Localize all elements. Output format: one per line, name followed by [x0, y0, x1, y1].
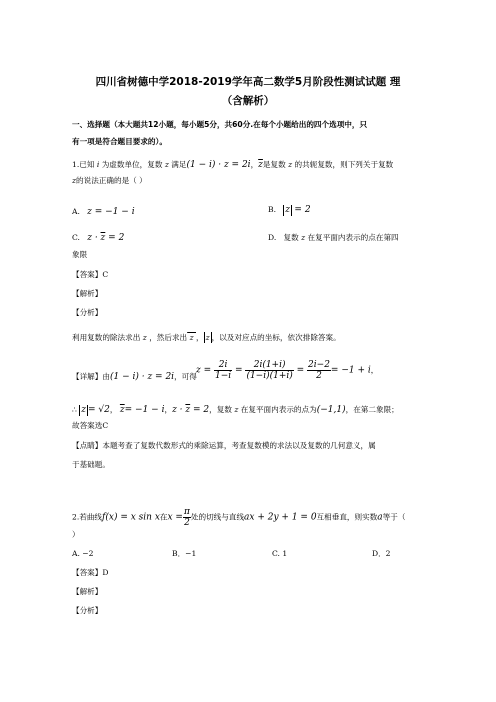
- q2-option-b: B．−1: [172, 549, 197, 558]
- q1-analysis: 利用复数的除法求出 z ，然后求出 z ， z ，以及对应点的坐标，依次排除答案。: [72, 333, 341, 342]
- q2-jiexi: 【解析】: [72, 587, 103, 596]
- q1-choose: 故答案选C: [72, 421, 109, 430]
- q1-option-b: B. z = 2: [268, 205, 311, 215]
- q1-option-a: A. z = −1 − i: [72, 207, 135, 217]
- q1-answer: 【答案】C: [72, 270, 109, 279]
- q2-answer: 【答案】D: [72, 568, 109, 577]
- q2-stem-cont: ）: [72, 530, 80, 539]
- q2-stem: 2.若曲线f(x) = x sin x在x = $\frac{\pi}{2}$ 处的切线与直线ax + 2y + 1 = 0互相垂直，则实数a等于（: [72, 507, 406, 528]
- q1-option-d-cont: 象限: [72, 250, 88, 259]
- q1-stem-cont: z的说法正确的是（ ）: [72, 176, 147, 185]
- section-heading-cont: 有一项是符合题目要求的）。: [72, 137, 167, 146]
- q2-option-a: A. −2: [72, 549, 94, 558]
- q1-detail-formula: z = $\frac{2i}{1-i}$ = $\frac{2i(1+i)}{(1-i)(1+i)}$ = $\frac{2i-2}{2}$ = −1 + i，: [196, 360, 379, 381]
- q1-comment-cont: 于基础题。: [72, 460, 110, 469]
- document-title: 四川省树德中学2018-2019学年高二数学5月阶段性测试试题 理: [95, 76, 401, 88]
- q2-option-c: C. 1: [272, 549, 288, 558]
- q1-fenxi: 【分析】: [72, 308, 103, 317]
- q1-option-c: C. $z \cdot \overline{z} = 2$: [72, 233, 125, 243]
- q2-option-d: D．2: [372, 549, 391, 558]
- q1-detail-results: ∴ z = √2， $\overline{z}= -1 - i$，$z \cdot \overline{z} = 2$，复数 z 在复平面内表示的点为(−1,1)，在第二象限；: [72, 405, 399, 415]
- q1-comment: 【点睛】本题考查了复数代数形式的乘除运算，考查复数模的求法以及复数的几何意义，属: [72, 441, 376, 450]
- q2-fenxi: 【分析】: [72, 606, 103, 615]
- q1-jiexi: 【解析】: [72, 289, 103, 298]
- section-heading: 一、选择题（本大题共12小题，每小题5分，共60分.在每个小题给出的四个选项中，只: [72, 120, 368, 129]
- q1-detail: 【详解】由(1 − i) · z = 2i，可得: [72, 372, 197, 382]
- q1-stem: 1.已知 i 为虚数单位，复数 z 满足(1 − i) · z = 2i，$\overline{z}$是复数 z 的共轭复数，则下列关于复数: [72, 160, 394, 170]
- q1-option-d: D. 复数 z 在复平面内表示的点在第四: [268, 233, 399, 242]
- document-subtitle: （含解析）: [221, 95, 275, 107]
